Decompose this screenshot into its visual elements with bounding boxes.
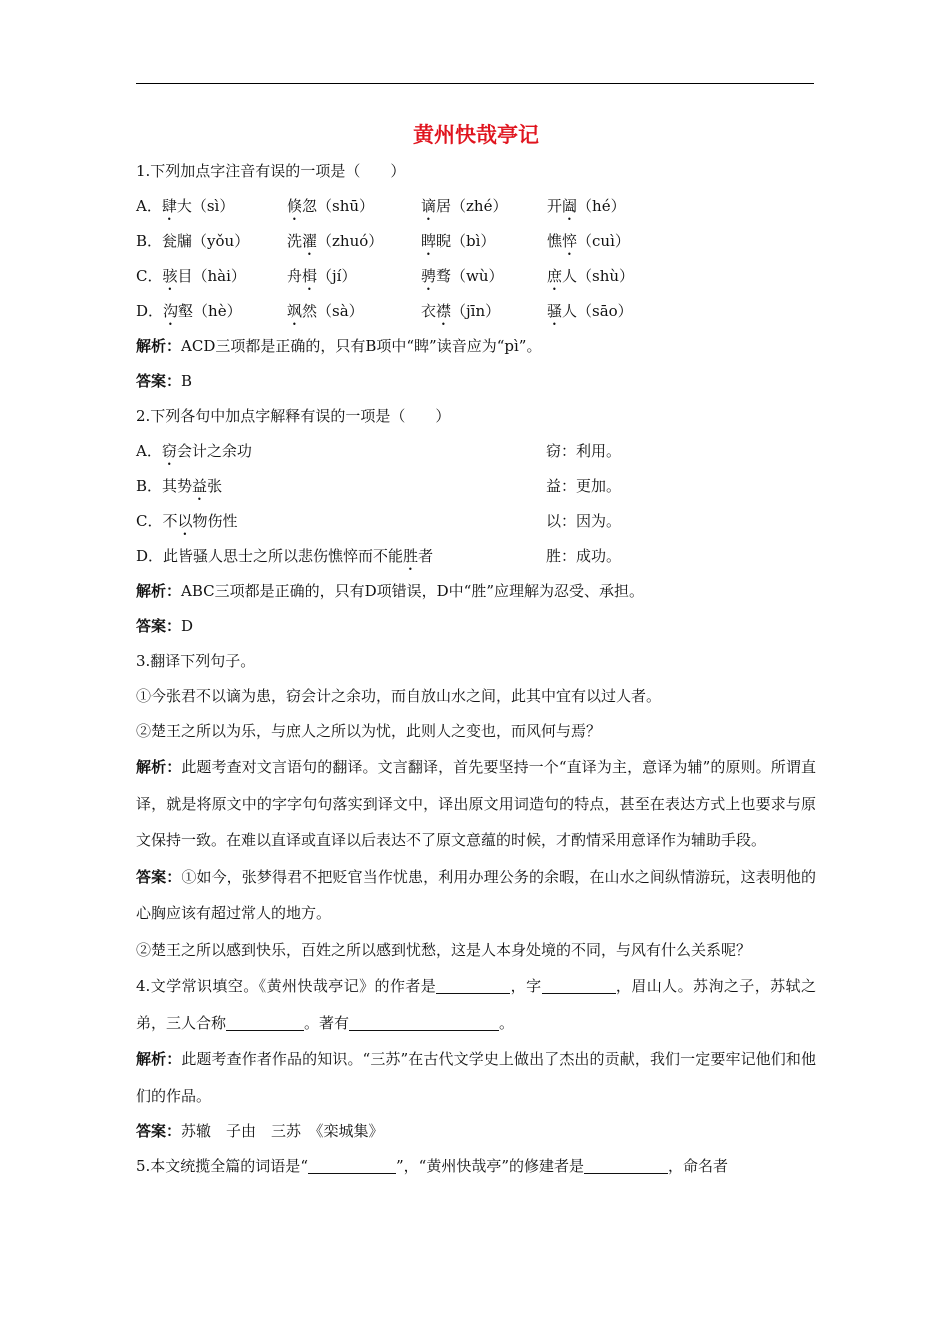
q1-option-row bbox=[136, 189, 816, 224]
blank-author[interactable] bbox=[436, 975, 510, 994]
q2-option-gloss: 胜：成功。 bbox=[546, 547, 622, 565]
q1-stem: 1.下列加点字注音有误的一项是（ ） bbox=[136, 162, 406, 180]
page-title: 黄州快哉亭记 bbox=[413, 122, 539, 147]
q1-option-item: C．骇目（hài） bbox=[136, 267, 246, 285]
blank-key-phrase[interactable] bbox=[308, 1155, 396, 1174]
emphasized-char: 庶 bbox=[547, 267, 563, 285]
q3-sentence-1: ①今张君不以谪为患，窃会计之余功，而自放山水之间，此其中宜有以过人者。 bbox=[136, 687, 662, 705]
q1-option-item: 睥睨（bì） bbox=[421, 232, 496, 250]
q2-answer: 答案：D bbox=[136, 617, 194, 635]
q4-answer: 答案：苏辙 子由 三苏 《栾城集》 bbox=[136, 1122, 384, 1140]
q1-option-item: 庶人（shù） bbox=[547, 267, 635, 285]
emphasized-char: 悴 bbox=[562, 232, 578, 250]
q2-stem: 2.下列各句中加点字解释有误的一项是（ ） bbox=[136, 407, 451, 425]
emphasized-char: 骋 bbox=[421, 267, 437, 285]
q1-option-item: 憔悴（cuì） bbox=[547, 232, 630, 250]
q1-answer: 答案：B bbox=[136, 372, 193, 390]
q1-option-item: B．瓮牖（yǒu） bbox=[136, 232, 250, 250]
emphasized-char: 以 bbox=[177, 512, 193, 530]
q4-stem: 4.文学常识填空。《黄州快哉亭记》的作者是 ，字 ，眉山人。苏洵之子，苏轼之弟，三人合称 。著有 。 bbox=[136, 977, 816, 1032]
q2-option-row bbox=[136, 504, 816, 539]
q2-analysis: 解析：ABC三项都是正确的，只有D项错误，D中“胜”应理解为忍受、承担。 bbox=[136, 582, 645, 600]
q2-options bbox=[136, 434, 816, 574]
emphasized-char: 楫 bbox=[302, 267, 318, 285]
q1-option-row bbox=[136, 294, 816, 329]
q1-option-item: 倏忽（shū） bbox=[287, 197, 375, 215]
emphasized-char: 骚 bbox=[547, 302, 563, 320]
emphasized-char: 倏 bbox=[287, 197, 303, 215]
q1-option-item: 骚人（sāo） bbox=[547, 302, 633, 320]
q3-analysis: 解析：此题考查对文言语句的翻译。文言翻译，首先要坚持一个“直译为主，意译为辅”的原则。所谓直译，就是将原文中的字字句句落实到译文中，译出原文用词造句的特点，甚至在表达方式上也要求与原文保持一致。在难以直译或直译以后表达不了原文意蕴的时候，才酌情采用意译作为辅助手段。 bbox=[136, 758, 816, 849]
q2-option-row bbox=[136, 469, 816, 504]
q1-option-row bbox=[136, 224, 816, 259]
q2-option-sentence: D．此皆骚人思士之所以悲伤憔悴而不能胜者 bbox=[136, 547, 434, 565]
emphasized-char: 飒 bbox=[287, 302, 303, 320]
q1-option-item: 谪居（zhé） bbox=[421, 197, 508, 215]
q1-option-item: 开阖（hé） bbox=[547, 197, 626, 215]
q2-option-gloss: 窃：利用。 bbox=[546, 442, 622, 460]
emphasized-char: 胜 bbox=[403, 547, 419, 565]
emphasized-char: 窃 bbox=[161, 442, 177, 460]
blank-group-name[interactable] bbox=[226, 1012, 304, 1031]
q2-option-gloss: 益：更加。 bbox=[546, 477, 622, 495]
q1-option-row bbox=[136, 259, 816, 294]
q2-option-row bbox=[136, 539, 816, 574]
q2-option-sentence: C．不以物伤性 bbox=[136, 512, 238, 530]
q5-stem: 5.本文统揽全篇的词语是“ ”，“黄州快哉亭”的修建者是 ，命名者 bbox=[136, 1157, 729, 1175]
q1-option-item: A．肆大（sì） bbox=[136, 197, 235, 215]
emphasized-char: 骇 bbox=[162, 267, 178, 285]
emphasized-char: 濯 bbox=[302, 232, 318, 250]
q1-options bbox=[136, 189, 816, 329]
q3-sentence-2: ②楚王之所以为乐，与庶人之所以为忧，此则人之变也，而风何与焉？ bbox=[136, 722, 602, 740]
q1-analysis: 解析：ACD三项都是正确的，只有B项中“睥”读音应为“pì”。 bbox=[136, 337, 542, 355]
q1-option-item: D．沟壑（hè） bbox=[136, 302, 242, 320]
emphasized-char: 睥 bbox=[421, 232, 437, 250]
q2-option-gloss: 以：因为。 bbox=[546, 512, 622, 530]
q1-option-item: 飒然（sà） bbox=[287, 302, 364, 320]
blank-courtesy-name[interactable] bbox=[542, 975, 616, 994]
q1-option-item: 舟楫（jí） bbox=[287, 267, 357, 285]
blank-works[interactable] bbox=[349, 1012, 499, 1031]
emphasized-char: 沟 bbox=[163, 302, 179, 320]
emphasized-char: 肆 bbox=[161, 197, 177, 215]
emphasized-char: 阖 bbox=[562, 197, 578, 215]
emphasized-char: 益 bbox=[192, 477, 208, 495]
q2-option-sentence: B．其势益张 bbox=[136, 477, 223, 495]
header-rule bbox=[136, 83, 814, 84]
q1-option-item: 洗濯（zhuó） bbox=[287, 232, 384, 250]
q1-option-item: 骋骛（wù） bbox=[421, 267, 504, 285]
q2-option-sentence: A．窃会计之余功 bbox=[136, 442, 252, 460]
q1-option-item: 衣襟（jīn） bbox=[421, 302, 501, 320]
emphasized-char: 襟 bbox=[436, 302, 452, 320]
q3-answer-1: 答案：①如今，张梦得君不把贬官当作忧患，利用办理公务的余暇，在山水之间纵情游玩，这表明他的心胸应该有超过常人的地方。 bbox=[136, 867, 816, 922]
q3-stem: 3.翻译下列句子。 bbox=[136, 652, 256, 670]
q2-option-row bbox=[136, 434, 816, 469]
worksheet bbox=[136, 118, 816, 1184]
q3-answer-2: ②楚王之所以感到快乐，百姓之所以感到忧愁，这是人本身处境的不同，与风有什么关系呢？ bbox=[136, 940, 752, 959]
q4-analysis: 解析：此题考查作者作品的知识。“三苏”在古代文学史上做出了杰出的贡献，我们一定要牢记他们和他们的作品。 bbox=[136, 1050, 816, 1105]
emphasized-char: 谪 bbox=[421, 197, 437, 215]
blank-builder[interactable] bbox=[584, 1155, 668, 1174]
